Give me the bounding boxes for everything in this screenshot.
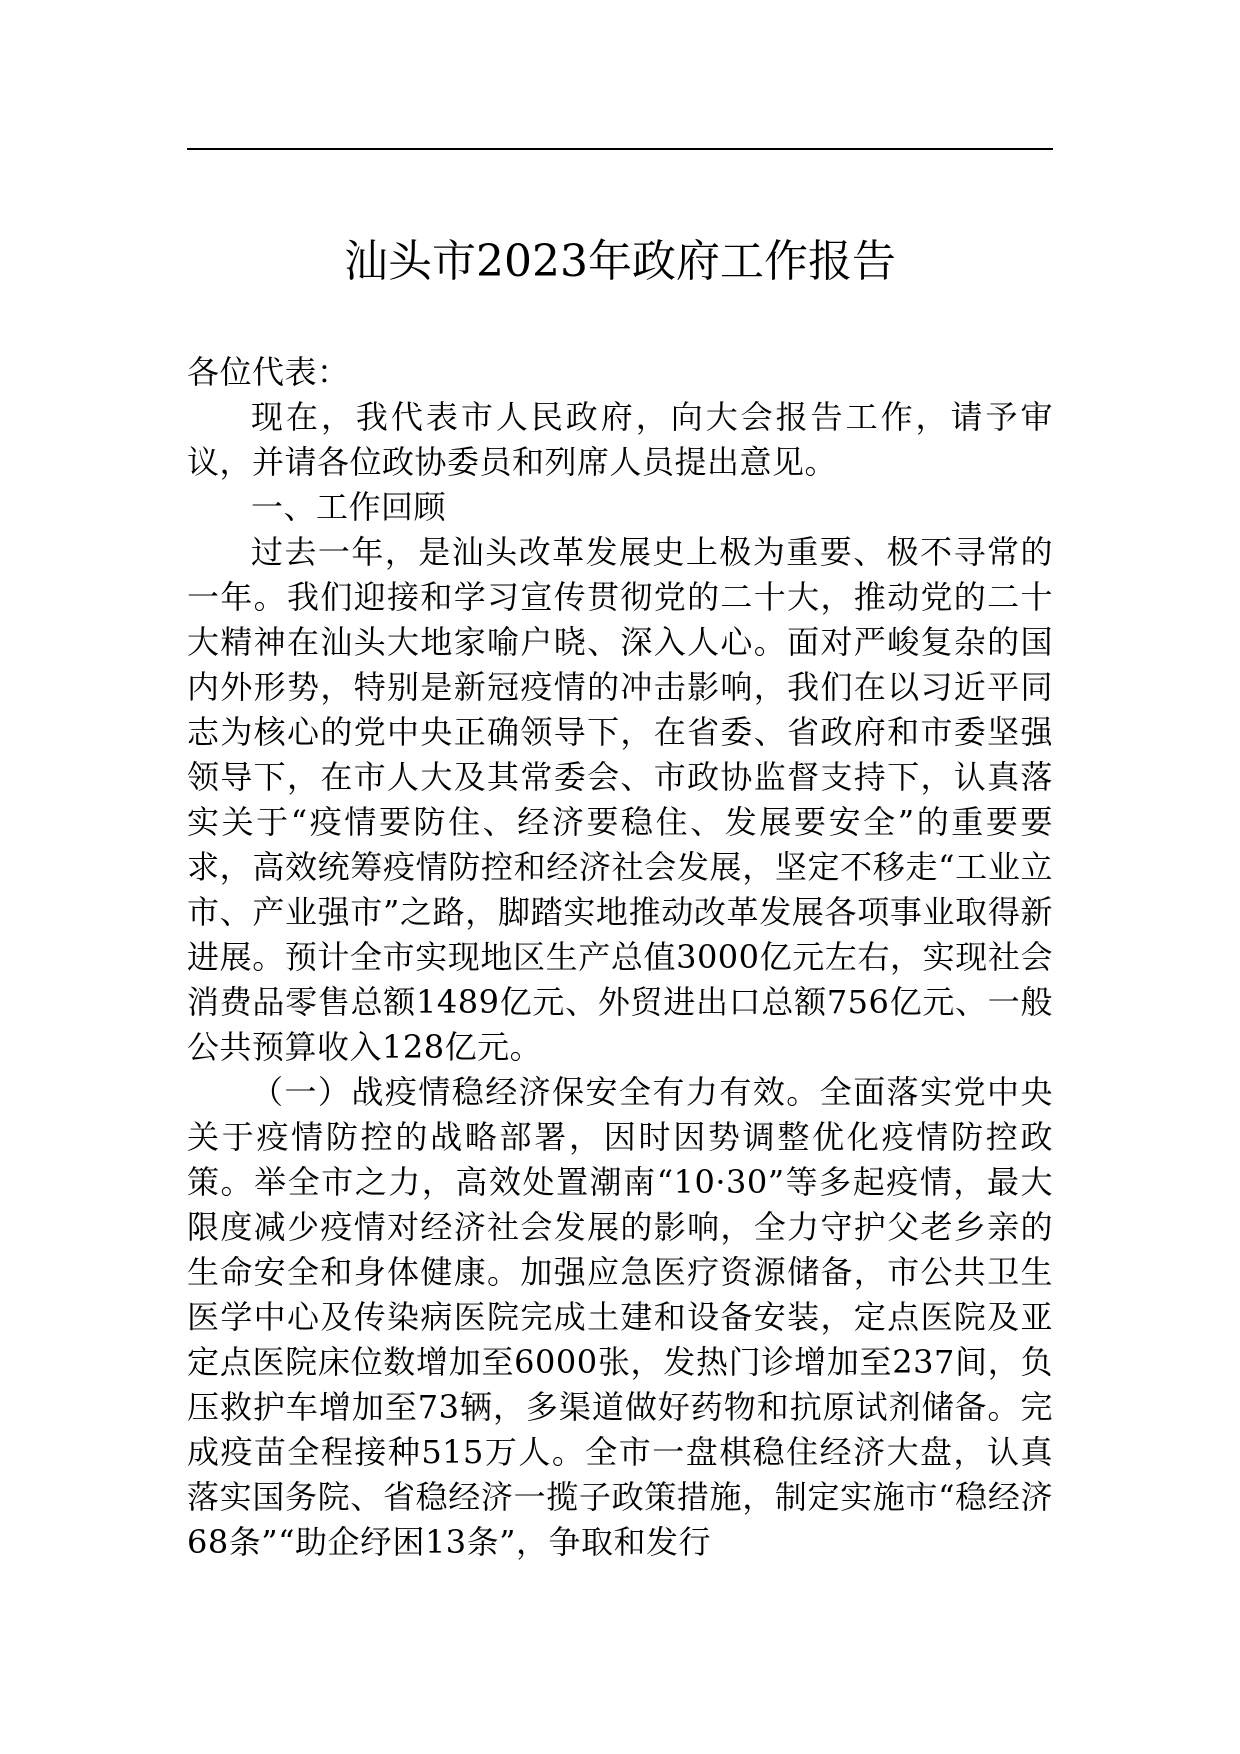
salutation: 各位代表： — [187, 353, 350, 391]
paragraph-subsection-1: （一）战疫情稳经济保安全有力有效。全面落实党中央关于疫情防控的战略部署，因时因势调整优化疫情防控政策。举全市之力，高效处置潮南“10·30”等多起疫情，最大限度减少疫情对经济社会发展的影响，全力守护父老乡亲的生命安全和身体健康。加强应急医疗资源储备，市公共卫生医学中心及传染病医院完成土建和设备安装，定点医院及亚定点医院床位数增加至6000张，发热门诊增加至237间，负压救护车增加至73辆，多渠道做好药物和抗原试剂储备。完成疫苗全程接种515万人。全市一盘棋稳住经济大盘，认真落实国务院、省稳经济一揽子政策措施，制定实施市“稳经济68条”“助企纾困13条”，争取和发行 — [187, 1073, 1053, 1561]
section-heading: 一、工作回顾 — [251, 488, 447, 526]
paragraph-review: 过去一年，是汕头改革发展史上极为重要、极不寻常的一年。我们迎接和学习宣传贯彻党的二十大，推动党的二十大精神在汕头大地家喻户晓、深入人心。面对严峻复杂的国内外形势，特别是新冠疫情的冲击影响，我们在以习近平同志为核心的党中央正确领导下，在省委、省政府和市委坚强领导下，在市人大及其常委会、市政协监督支持下，认真落实关于“疫情要防住、经济要稳住、发展要安全”的重要要求，高效统筹疫情防控和经济社会发展，坚定不移走“工业立市、产业强市”之路，脚踏实地推动改革发展各项事业取得新进展。预计全市实现地区生产总值3000亿元左右，实现社会消费品零售总额1489亿元、外贸进出口总额756亿元、一般公共预算收入128亿元。 — [187, 533, 1053, 1066]
document-body — [187, 350, 1053, 1565]
paragraph-opening: 现在，我代表市人民政府，向大会报告工作，请予审议，并请各位政协委员和列席人员提出意见。 — [187, 398, 1053, 481]
document-title: 汕头市2023年政府工作报告 — [344, 236, 896, 287]
header-rule — [187, 148, 1053, 150]
